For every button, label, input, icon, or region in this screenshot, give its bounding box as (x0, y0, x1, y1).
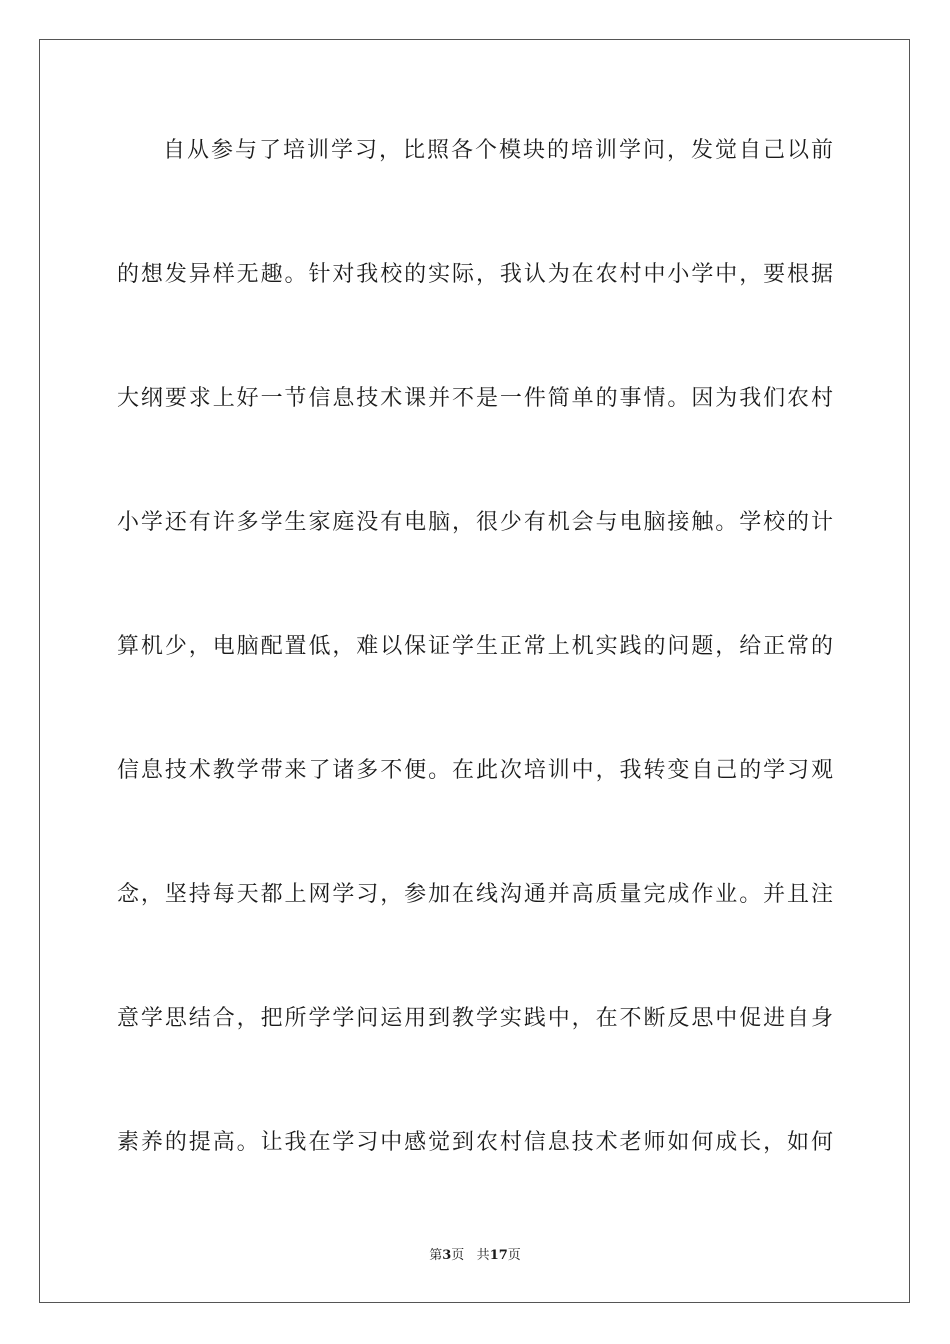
page-border (39, 39, 910, 1303)
page-prefix: 第 (429, 1248, 443, 1263)
total-unit: 页 (507, 1248, 521, 1263)
paragraph-line: 意学思结合，把所学学问运用到教学实践中，在不断反思中促进自身 (117, 1006, 833, 1031)
total-page-count: 17 (489, 1248, 508, 1263)
page-footer (0, 1247, 950, 1265)
paragraph-line: 信息技术教学带来了诸多不便。在此次培训中，我转变自己的学习观 (117, 758, 833, 783)
page-unit: 页 (451, 1248, 465, 1263)
paragraph-line: 的想发异样无趣。针对我校的实际，我认为在农村中小学中，要根据 (117, 262, 833, 287)
paragraph-line: 小学还有许多学生家庭没有电脑，很少有机会与电脑接触。学校的计 (117, 510, 833, 535)
total-prefix: 共 (476, 1248, 490, 1263)
paragraph-line: 大纲要求上好一节信息技术课并不是一件简单的事情。因为我们农村 (117, 386, 833, 411)
paragraph-line: 素养的提高。让我在学习中感觉到农村信息技术老师如何成长，如何 (117, 1130, 833, 1155)
current-page-number: 3 (442, 1248, 452, 1263)
paragraph-line: 念，坚持每天都上网学习，参加在线沟通并高质量完成作业。并且注 (117, 882, 833, 907)
paragraph-line: 算机少，电脑配置低，难以保证学生正常上机实践的问题，给正常的 (117, 634, 833, 659)
paragraph-line: 自从参与了培训学习，比照各个模块的培训学问，发觉自己以前 (163, 138, 833, 163)
